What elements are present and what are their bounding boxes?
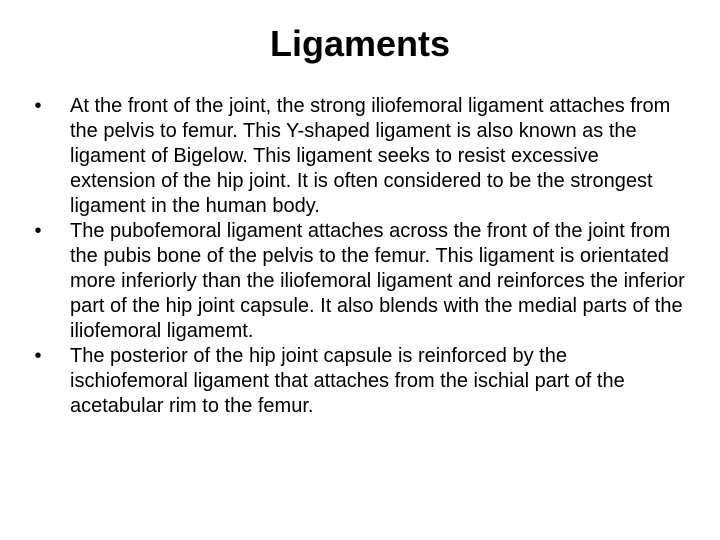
bullet-item <box>30 344 685 419</box>
bullet-text: The pubofemoral ligament attaches across the front of the joint from the pubis bone of the pelvis to the femur. This ligament is orientated more inferiorly than the iliofemoral ligament and reinforces the inferior part of the hip joint capsule. It also blends with the medial parts of the iliofemoral ligamemt. <box>70 220 685 342</box>
bullet-item <box>30 219 685 344</box>
slide-title: Ligaments <box>269 23 451 64</box>
bullet-text: The posterior of the hip joint capsule is reinforced by the ischiofemoral ligament that attaches from the ischial part of the acetabular rim to the femur. <box>70 345 625 417</box>
bullet-item <box>30 94 685 219</box>
bullet-icon: • <box>34 220 42 242</box>
bullet-icon: • <box>34 95 42 117</box>
bullet-list <box>30 94 685 419</box>
bullet-icon: • <box>34 345 42 367</box>
bullet-text: At the front of the joint, the strong iliofemoral ligament attaches from the pelvis to femur. This Y-shaped ligament is also known as the ligament of Bigelow. This ligament seeks to resist excessive extension of the hip joint. It is often considered to be the strongest ligament in the human body. <box>70 95 671 217</box>
